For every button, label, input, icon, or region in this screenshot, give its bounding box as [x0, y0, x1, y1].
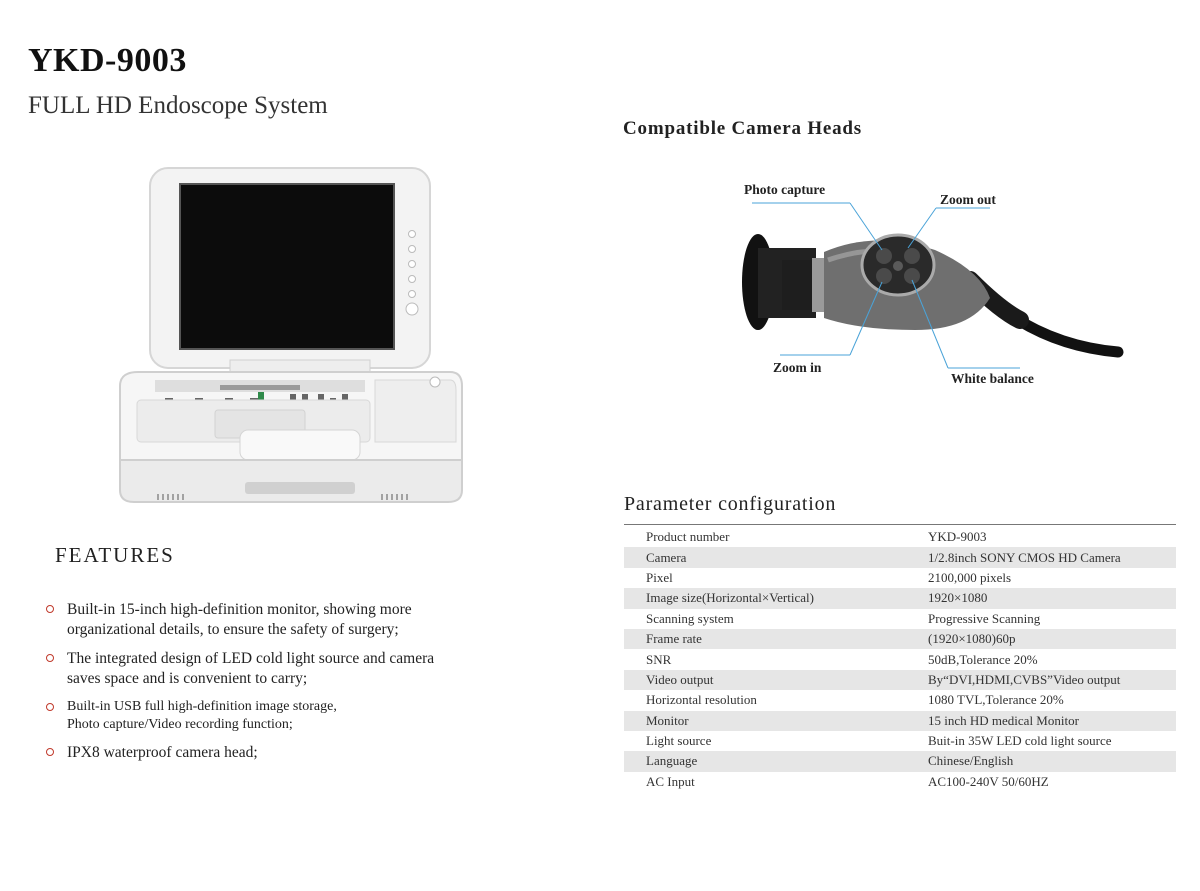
parameter-row: [624, 568, 1176, 588]
parameter-row: [624, 772, 1176, 792]
parameter-name: Image size(Horizontal×Vertical): [624, 588, 928, 608]
feature-item: [44, 600, 514, 640]
features-heading: FEATURES: [55, 543, 175, 567]
product-model: YKD-9003: [28, 42, 187, 79]
parameter-row: [624, 547, 1176, 567]
parameter-row: [624, 711, 1176, 731]
parameter-value: 1/2.8inch SONY CMOS HD Camera: [928, 547, 1176, 567]
feature-item: [44, 649, 514, 689]
callout-photo-capture: Photo capture: [744, 182, 826, 197]
parameter-value: YKD-9003: [928, 529, 987, 545]
endoscope-system-image: [110, 160, 490, 510]
feature-line: saves space and is convenient to carry;: [67, 670, 308, 687]
bullet-circle-icon: [46, 748, 54, 756]
parameter-name: Monitor: [624, 711, 928, 731]
parameter-name: Horizontal resolution: [646, 692, 757, 708]
camera-heads-heading: Compatible Camera Heads: [623, 118, 862, 139]
camera-head-image: [700, 170, 1140, 400]
parameter-value: 15 inch HD medical Monitor: [928, 711, 1176, 731]
feature-line: Built-in 15-inch high-definition monitor, showing more: [67, 601, 412, 618]
camera-head-figure: [700, 170, 1140, 400]
parameter-value: AC100-240V 50/60HZ: [928, 773, 1049, 789]
parameter-row: [624, 751, 1176, 771]
feature-line: Photo capture/Video recording function;: [67, 717, 293, 732]
parameter-value: 2100,000 pixels: [928, 569, 1012, 585]
parameter-value: (1920×1080)60p: [928, 629, 1176, 649]
parameter-row: [624, 609, 1176, 629]
parameter-row: [624, 527, 1176, 547]
bullet-circle-icon: [46, 605, 54, 613]
feature-line: Built-in USB full high-definition image storage,: [67, 699, 337, 714]
parameter-row: [624, 588, 1176, 608]
bullet-circle-icon: [46, 654, 54, 662]
parameter-heading: Parameter configuration: [624, 493, 837, 515]
parameter-row: [624, 649, 1176, 669]
parameter-name: Product number: [646, 529, 730, 545]
parameter-value: 50dB,Tolerance 20%: [928, 651, 1038, 667]
parameter-name: SNR: [646, 651, 672, 667]
parameter-value: Chinese/English: [928, 751, 1176, 771]
parameter-value: Progressive Scanning: [928, 610, 1041, 626]
product-subtitle: FULL HD Endoscope System: [28, 92, 328, 119]
feature-line: organizational details, to ensure the safety of surgery;: [67, 621, 399, 638]
parameter-value: 1080 TVL,Tolerance 20%: [928, 692, 1064, 708]
bullet-circle-icon: [46, 703, 54, 711]
feature-item: [44, 743, 514, 763]
feature-item: [44, 698, 514, 734]
parameter-value: 1920×1080: [928, 588, 1176, 608]
parameter-value: By“DVI,HDMI,CVBS”Video output: [928, 670, 1176, 690]
callout-zoom-out: Zoom out: [940, 192, 996, 207]
parameter-name: Frame rate: [624, 629, 928, 649]
parameter-row: [624, 731, 1176, 751]
parameter-name: Scanning system: [646, 610, 734, 626]
parameter-name: AC Input: [646, 773, 695, 789]
parameter-table: [624, 527, 1176, 792]
parameter-name: Pixel: [646, 569, 673, 585]
parameter-name: Language: [624, 751, 928, 771]
features-list: [44, 600, 514, 772]
parameter-row: [624, 690, 1176, 710]
callout-white-balance: White balance: [951, 371, 1034, 386]
parameter-name: Video output: [624, 670, 928, 690]
parameter-name: Light source: [646, 733, 712, 749]
parameter-row: [624, 629, 1176, 649]
parameter-divider: [624, 524, 1176, 525]
callout-zoom-in: Zoom in: [773, 360, 822, 375]
feature-line: The integrated design of LED cold light source and camera: [67, 650, 435, 667]
parameter-value: Buit-in 35W LED cold light source: [928, 733, 1112, 749]
parameter-name: Camera: [624, 547, 928, 567]
feature-line: IPX8 waterproof camera head;: [67, 744, 258, 761]
parameter-row: [624, 670, 1176, 690]
